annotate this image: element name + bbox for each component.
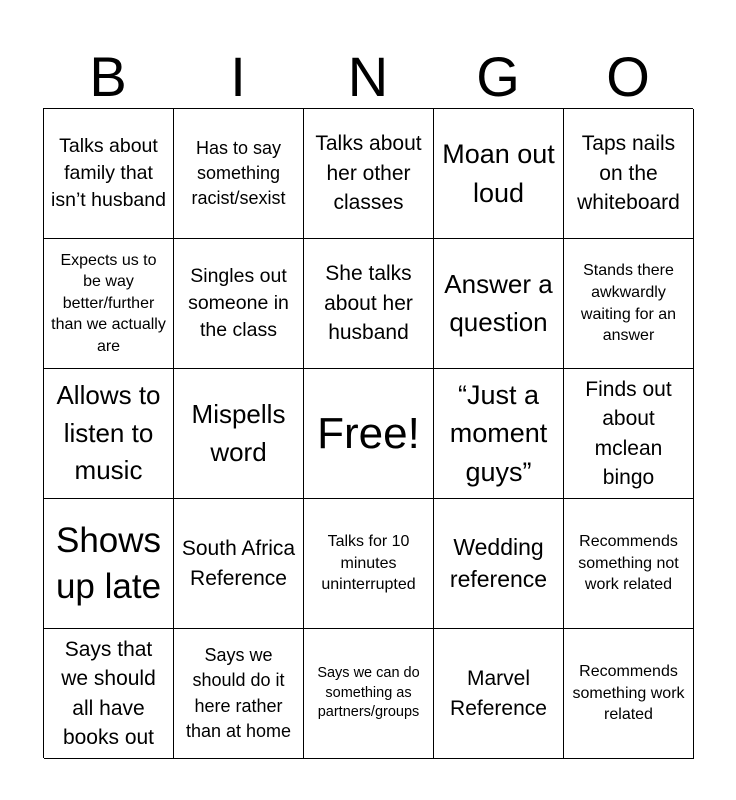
bingo-cell-text: Taps nails on the whiteboard: [577, 132, 680, 215]
bingo-cell-text: Recommends something work related: [572, 663, 685, 724]
bingo-cell-text: Says we can do something as partners/groups: [317, 665, 420, 721]
bingo-cell-r2-c2[interactable]: [174, 239, 304, 369]
bingo-cell-text: Says we should do it here rather than at home: [185, 645, 292, 741]
bingo-cell-r2-c5[interactable]: [564, 239, 694, 369]
bingo-cell-text: Marvel Reference: [450, 667, 547, 720]
bingo-cell-r3-c2[interactable]: [174, 369, 304, 499]
bingo-cell-r1-c3[interactable]: [304, 109, 434, 239]
bingo-cell-text: Wedding reference: [449, 533, 548, 592]
bingo-cell-r1-c5[interactable]: [564, 109, 694, 239]
bingo-cell-text: Answer a question: [444, 268, 553, 337]
bingo-cell-r3-c3-free[interactable]: [304, 369, 434, 499]
header-letter-b: B: [89, 45, 127, 108]
bingo-cell-r3-c5[interactable]: [564, 369, 694, 499]
bingo-cell-r5-c3[interactable]: [304, 629, 434, 759]
bingo-cell-text: “Just a moment guys”: [449, 380, 548, 487]
bingo-cell-text: Talks for 10 minutes uninterrupted: [321, 533, 416, 594]
header-letter-i: I: [230, 45, 246, 108]
header-letter-o: O: [606, 45, 650, 108]
bingo-cell-text: Shows up late: [55, 521, 162, 606]
bingo-cell-text: She talks about her husband: [324, 262, 413, 345]
bingo-cell-r4-c1[interactable]: [44, 499, 174, 629]
bingo-cell-r4-c2[interactable]: [174, 499, 304, 629]
bingo-cell-text: South Africa Reference: [181, 537, 296, 590]
free-space-text: Free!: [317, 408, 420, 458]
header-letter-n: N: [347, 45, 389, 108]
bingo-cell-r5-c5[interactable]: [564, 629, 694, 759]
bingo-cell-r2-c1[interactable]: [44, 239, 174, 369]
bingo-cell-text: Says that we should all have books out: [61, 637, 156, 749]
bingo-cell-text: Talks about family that isn’t husband: [51, 135, 166, 211]
bingo-cell-text: Talks about her other classes: [315, 132, 422, 215]
bingo-card-grid: [43, 108, 693, 758]
bingo-cell-r1-c1[interactable]: [44, 109, 174, 239]
bingo-cell-text: Allows to listen to music: [56, 379, 161, 486]
bingo-cell-text: Recommends something not work related: [578, 533, 679, 594]
bingo-cell-r4-c5[interactable]: [564, 499, 694, 629]
bingo-cell-text: Singles out someone in the class: [188, 265, 289, 341]
bingo-cell-text: Has to say something racist/sexist: [191, 137, 286, 209]
bingo-cell-r2-c4[interactable]: [434, 239, 564, 369]
bingo-cell-r1-c4[interactable]: [434, 109, 564, 239]
bingo-header: [43, 46, 693, 108]
header-letter-g: G: [476, 45, 520, 108]
bingo-cell-r4-c3[interactable]: [304, 499, 434, 629]
bingo-cell-text: Expects us to be way better/further than we actually are: [51, 251, 166, 355]
bingo-cell-text: Finds out about mclean bingo: [585, 377, 672, 489]
bingo-cell-text: Stands there awkwardly waiting for an answer: [580, 262, 677, 345]
bingo-cell-r3-c1[interactable]: [44, 369, 174, 499]
bingo-cell-r5-c2[interactable]: [174, 629, 304, 759]
bingo-cell-r5-c1[interactable]: [44, 629, 174, 759]
bingo-cell-text: Mispells word: [191, 398, 286, 467]
bingo-cell-r3-c4[interactable]: [434, 369, 564, 499]
bingo-cell-r2-c3[interactable]: [304, 239, 434, 369]
bingo-cell-r1-c2[interactable]: [174, 109, 304, 239]
bingo-cell-r5-c4[interactable]: [434, 629, 564, 759]
bingo-cell-r4-c4[interactable]: [434, 499, 564, 629]
bingo-cell-text: Moan out loud: [442, 139, 555, 208]
